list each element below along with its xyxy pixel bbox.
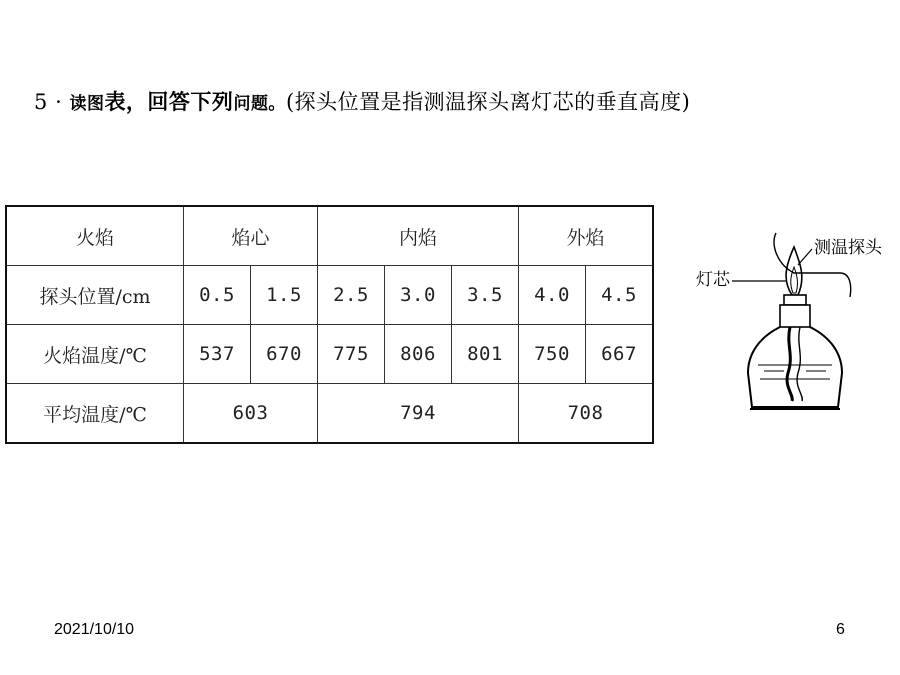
flame-temperature-table <box>5 205 654 444</box>
footer-date: 2021/10/10 <box>54 621 135 638</box>
row-label: 平均温度/℃ <box>6 384 184 444</box>
lamp-body <box>748 327 842 407</box>
header-label: 火焰 <box>6 206 184 266</box>
table-cell: 537 <box>184 325 251 384</box>
header-group-inner-core: 焰心 <box>184 206 318 266</box>
row-label: 探头位置/cm <box>6 266 184 325</box>
question-part-2: 图 <box>86 94 105 114</box>
wick-label: 灯芯 <box>696 270 730 290</box>
probe-label: 测温探头 <box>814 238 882 258</box>
question-note: (探头位置是指测温探头离灯芯的垂直高度) <box>285 90 691 114</box>
table-cell: 708 <box>519 384 654 444</box>
table-cell: 0.5 <box>184 266 251 325</box>
table-cell: 794 <box>318 384 519 444</box>
table-cell: 4.0 <box>519 266 586 325</box>
table-cell: 670 <box>251 325 318 384</box>
table-row-temperature <box>6 325 653 384</box>
table-cell: 1.5 <box>251 266 318 325</box>
wick-holder <box>784 295 806 305</box>
table-cell: 667 <box>586 325 654 384</box>
table-cell: 3.0 <box>385 266 452 325</box>
table-cell: 775 <box>318 325 385 384</box>
question-text <box>34 86 690 116</box>
table-cell: 750 <box>519 325 586 384</box>
table-cell: 2.5 <box>318 266 385 325</box>
table-header-row <box>6 206 653 266</box>
question-part-1: 读 <box>69 94 87 114</box>
header-group-outer-flame: 外焰 <box>519 206 654 266</box>
table-cell: 603 <box>184 384 318 444</box>
lamp-neck <box>780 305 810 327</box>
flame-inner <box>791 267 798 293</box>
question-part-5: 题。 <box>250 94 286 114</box>
wick-inside <box>787 327 792 401</box>
wick-inside-2 <box>797 327 802 401</box>
question-number: 5 <box>34 90 48 114</box>
question-part-4: 问 <box>233 94 251 114</box>
header-group-inner-flame: 内焰 <box>318 206 519 266</box>
table-cell: 4.5 <box>586 266 654 325</box>
page-number: 6 <box>836 621 845 638</box>
flame-shape <box>786 247 802 295</box>
question-part-3: 表，回答下列 <box>104 90 234 114</box>
table-cell: 3.5 <box>452 266 519 325</box>
table-cell: 806 <box>385 325 452 384</box>
table-row-probe <box>6 266 653 325</box>
alcohol-lamp-figure <box>690 225 900 425</box>
table-row-average <box>6 384 653 444</box>
row-label: 火焰温度/℃ <box>6 325 184 384</box>
question-dot: · <box>55 90 63 114</box>
table-cell: 801 <box>452 325 519 384</box>
probe-pointer-line <box>798 249 812 265</box>
